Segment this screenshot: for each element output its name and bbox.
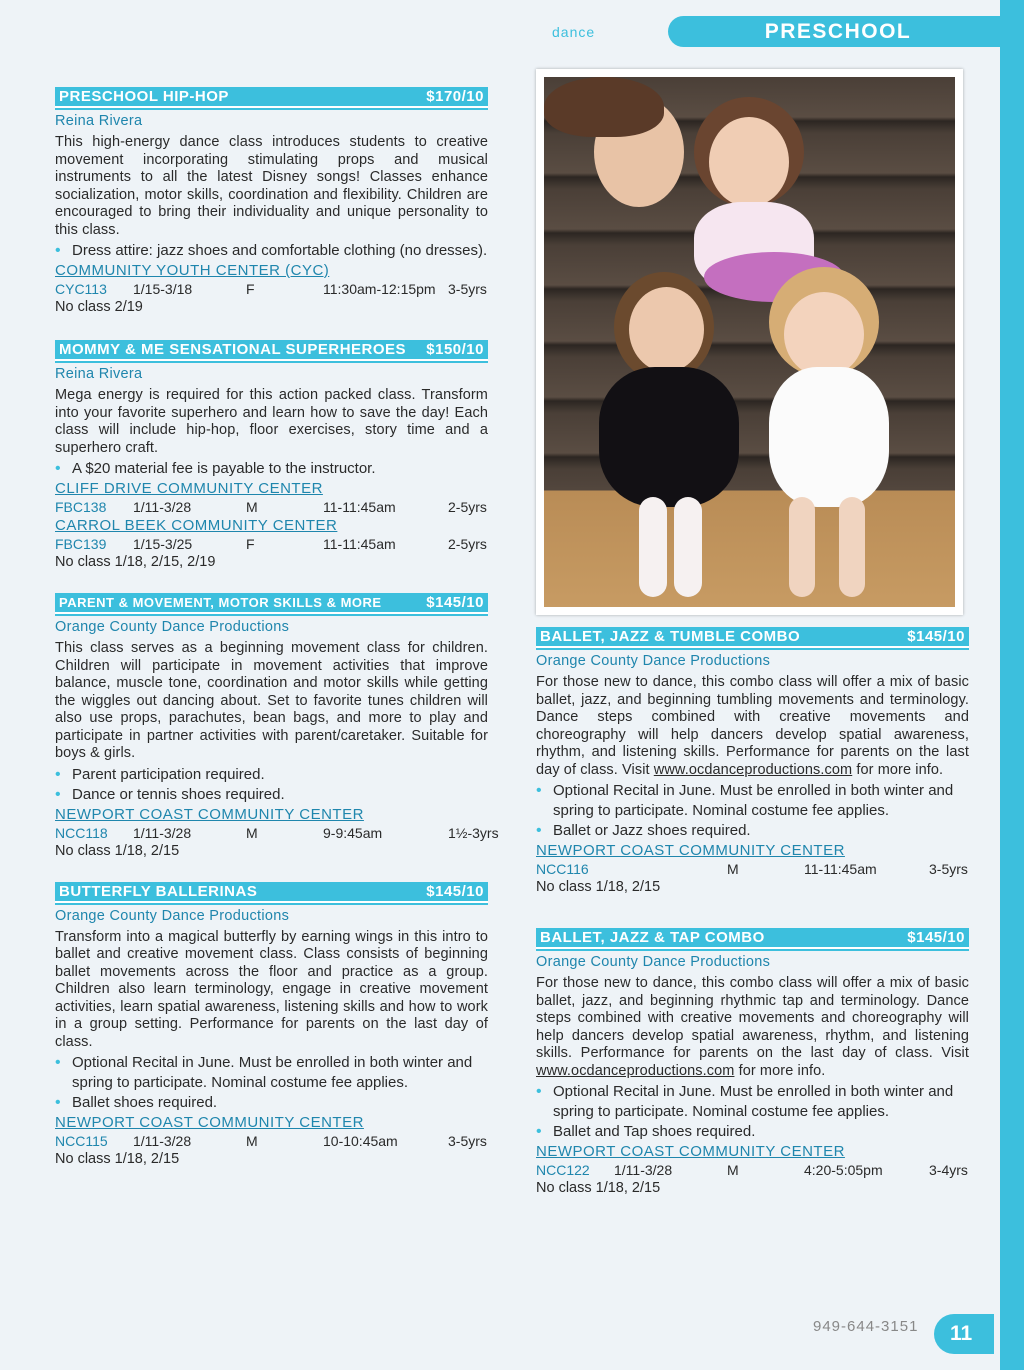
session-day: F [246,281,255,297]
instructor-name: Orange County Dance Productions [55,619,290,635]
course-header [55,87,488,108]
website-link[interactable]: www.ocdanceproductions.com [536,1062,735,1079]
page-number: 11 [934,1314,994,1354]
session-time: 9-9:45am [323,824,383,841]
session-day: M [246,499,258,515]
footer-phone: 949-644-3151 [813,1318,919,1335]
session-day: M [727,861,739,877]
course-ballet-jazz-tumble [536,627,969,896]
session-ages: 3-5yrs [448,1133,487,1149]
session-time: 11:30am-12:15pm [323,281,436,297]
location-link[interactable]: COMMUNITY YOUTH CENTER (CYC) [55,262,330,279]
child-hair-shape [544,77,664,137]
description-end: for more info. [852,761,944,778]
course-title: BALLET, JAZZ & TAP COMBO [540,929,765,946]
session-day: M [727,1162,739,1178]
no-class-note: No class 1/18, 2/15 [55,842,180,859]
note-item: • Ballet and Tap shoes required. [536,1122,969,1142]
no-class-note: No class 2/19 [55,299,143,315]
note-item: • Dance or tennis shoes required. [55,785,488,805]
session-row [536,860,969,878]
no-class-note: No class 1/18, 2/15 [55,1151,180,1167]
session-row [55,824,499,842]
description-text: For those new to dance, this combo class will offer a mix of basic ballet, jazz, and beginning rhythmic tap and terminology. Dance steps combined with creative movements and choreography will help dancers develop spatial awareness, rhythm, and listening skills. Performance for parents on the last day of class. Visit [536,975,969,1061]
black-outfit-shape [599,367,739,507]
no-class-note: No class 1/18, 2/15, 2/19 [55,554,216,570]
leg-shape [639,497,667,597]
child-face-shape [629,287,704,372]
note-item: • Optional Recital in June. Must be enrolled in both winter and spring to participate. Nominal costume fee applies. [536,1082,969,1122]
location-link[interactable]: NEWPORT COAST COMMUNITY CENTER [55,805,364,823]
course-header [55,593,488,614]
course-title: BUTTERFLY BALLERINAS [59,882,258,900]
course-description [536,975,969,1080]
white-dress-shape [769,367,889,507]
session-ages: 2-5yrs [448,499,487,515]
child-face-shape [784,292,864,377]
course-title: MOMMY & ME SENSATIONAL SUPERHEROES [59,341,407,358]
photo-frame [536,69,963,615]
category-label: dance [552,24,596,40]
child-face-shape [709,117,789,207]
location-link[interactable]: NEWPORT COAST COMMUNITY CENTER [55,1114,364,1131]
session-ages: 3-4yrs [929,1162,968,1178]
instructor-name: Orange County Dance Productions [536,954,771,970]
session-code: FBC139 [55,536,107,552]
course-price: $170/10 [426,88,484,105]
instructor-name: Orange County Dance Productions [536,653,771,669]
course-price: $145/10 [907,628,965,645]
right-column [536,627,969,1219]
leg-shape [839,497,865,597]
note-item: • A $20 material fee is payable to the instructor. [55,459,488,479]
session-day: M [246,1133,258,1149]
session-dates: 1/15-3/18 [133,281,193,297]
description-end: for more info. [734,1062,826,1079]
instructor-name: Reina Rivera [55,113,143,129]
course-description: Transform into a magical butterfly by earning wings in this intro to ballet and creative movement class. Class consists of beginning ballet movements across the floor and practice as a group. Children also learn terminology, engage in creative movement activities, learn spatial awareness, listening skills and how to work in a group setting. Performance for parents on the last day of class. [55,928,488,1050]
instructor-name: Orange County Dance Productions [55,907,290,924]
description-text: For those new to dance, this combo class will offer a mix of basic ballet, jazz, and beginning tumbling movements and terminology. Dance steps combined with creative movements and choreography will help dancers develop spatial awareness, rhythm, and listening skills. Performance for parents on the last day of class. Visit [536,674,969,778]
course-notes [55,765,488,805]
session-row [536,1161,969,1179]
session-row [55,280,488,298]
session-dates [614,860,727,878]
section-tab: PRESCHOOL [668,16,1024,47]
note-item: • Parent participation required. [55,765,488,785]
session-code: NCC122 [536,1162,590,1178]
website-link[interactable]: www.ocdanceproductions.com [653,761,853,778]
session-dates: 1/11-3/28 [133,824,192,841]
course-title: PRESCHOOL HIP-HOP [59,88,229,105]
note-item: • Ballet shoes required. [55,1093,488,1113]
course-header [536,627,969,648]
session-dates: 1/15-3/25 [133,536,193,552]
session-time: 10-10:45am [323,1133,398,1149]
course-preschool-hip-hop [55,87,488,316]
note-item: • Dress attire: jazz shoes and comfortable clothing (no dresses). [55,241,488,261]
leg-shape [789,497,815,597]
session-dates: 1/11-3/28 [133,499,192,515]
course-price: $145/10 [426,594,484,611]
session-ages: 2-5yrs [448,536,487,552]
session-code: NCC118 [55,824,108,841]
session-dates: 1/11-3/28 [614,1162,673,1178]
course-description [536,674,969,779]
course-notes [55,1053,488,1113]
course-price: $145/10 [426,882,484,900]
session-ages: 3-5yrs [929,861,968,877]
course-price: $150/10 [426,341,484,358]
session-time: 11-11:45am [804,861,877,877]
course-title: BALLET, JAZZ & TUMBLE COMBO [540,628,801,645]
course-price: $145/10 [907,929,965,946]
location-link[interactable]: CARROL BEEK COMMUNITY CENTER [55,517,338,534]
course-header [536,928,969,949]
course-notes [536,781,969,841]
session-row [55,498,488,516]
location-link[interactable]: CLIFF DRIVE COMMUNITY CENTER [55,480,323,497]
session-day: F [246,536,255,552]
no-class-note: No class 1/18, 2/15 [536,879,661,895]
session-row [55,535,488,553]
session-code: NCC116 [536,861,589,877]
session-code: FBC138 [55,499,107,515]
course-notes [55,459,488,479]
no-class-note: No class 1/18, 2/15 [536,1180,661,1196]
session-code: CYC113 [55,281,107,297]
location-link[interactable]: NEWPORT COAST COMMUNITY CENTER [536,1143,845,1160]
course-description: This high-energy dance class introduces students to creative movement incorporating stimulating props and musical instruments to all the latest Disney songs! Classes enhance socialization, motor skills, coordination and flexibility. Children are encouraged to bring their individuality and unique personality to this class. [55,134,488,238]
course-notes [536,1082,969,1142]
note-item: • Optional Recital in June. Must be enrolled in both winter and spring to participate. Nominal costume fee applies. [55,1053,488,1093]
session-time: 11-11:45am [323,536,396,552]
course-header [55,340,488,361]
leg-shape [674,497,702,597]
session-row [55,1132,488,1150]
course-description: Mega energy is required for this action packed class. Transform into your favorite superhero and learn how to save the day! Each class will include hip-hop, floor exercises, story time and a superhero craft. [55,387,488,456]
course-title: PARENT & MOVEMENT, MOTOR SKILLS & MORE [59,595,382,610]
location-link[interactable]: NEWPORT COAST COMMUNITY CENTER [536,842,845,859]
note-item: • Ballet or Jazz shoes required. [536,821,969,841]
session-ages: 3-5yrs [448,281,487,297]
session-code: NCC115 [55,1133,108,1149]
course-notes [55,241,488,261]
course-header [55,882,488,903]
course-description: This class serves as a beginning movement class for children. Children will participate in movement activities that improve balance, muscle tone, coordination and motor skills while getting the wiggles out dancing about. Set to favorite tunes children will also use props, parachutes, bean bags, and more to play and participate in partner activities with parent/caretaker. Suitable for boys & girls. [55,640,488,761]
session-day: M [246,824,258,841]
left-column [55,87,499,1190]
session-time: 4:20-5:05pm [804,1162,883,1178]
session-ages: 1½-3yrs [448,824,499,841]
course-ballet-jazz-tap [536,928,969,1197]
course-butterfly-ballerinas [55,882,488,1169]
note-item: • Optional Recital in June. Must be enrolled in both winter and spring to participate. Nominal costume fee applies. [536,781,969,821]
course-mommy-and-me [55,340,488,571]
session-dates: 1/11-3/28 [133,1133,192,1149]
course-parent-and-movement [55,593,499,860]
dancers-photo [544,77,955,607]
session-time: 11-11:45am [323,499,396,515]
instructor-name: Reina Rivera [55,366,143,382]
side-color-bar [1000,0,1024,1370]
